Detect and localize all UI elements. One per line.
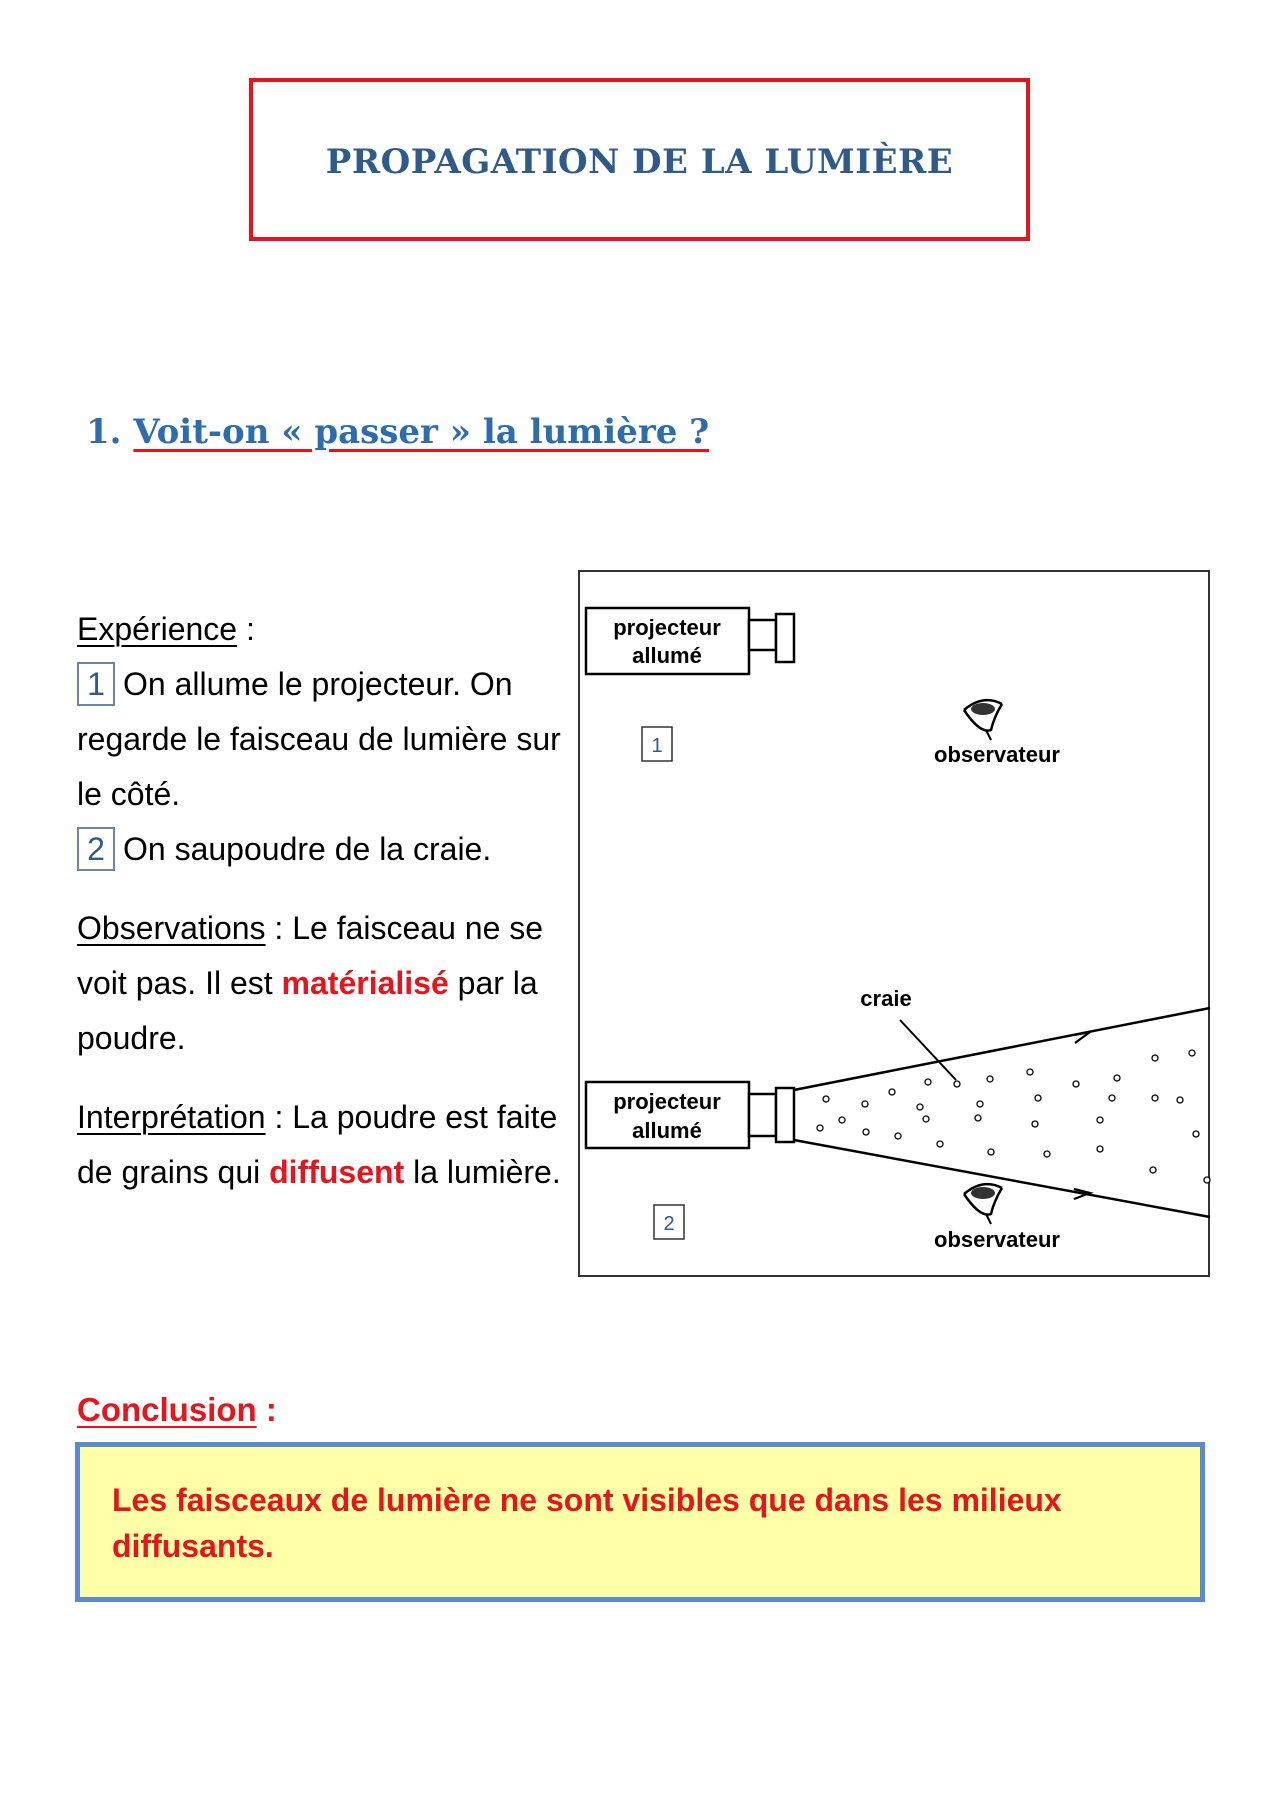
experience-step-1 xyxy=(77,657,567,822)
experience-label: Expérience xyxy=(77,611,238,647)
panel-1-number: 1 xyxy=(651,735,663,757)
projector-1 xyxy=(586,608,794,674)
step-number-badge: 2 xyxy=(77,827,115,871)
observations-label: Observations xyxy=(77,910,266,946)
observations-text-before: : Le faisceau ne se voit pas. Il est xyxy=(77,910,544,1001)
observer-label-1: observateur xyxy=(934,742,1060,767)
eye-icon xyxy=(964,1184,1002,1224)
section-heading xyxy=(86,412,709,452)
projector-label-line1: projecteur xyxy=(613,615,721,640)
experience-step-2 xyxy=(77,822,567,877)
chalk-pointer xyxy=(900,1020,956,1080)
title-box xyxy=(249,78,1030,241)
projector-label-line1: projecteur xyxy=(613,1089,721,1114)
chalk-label: craie xyxy=(860,986,912,1011)
interpretation-paragraph xyxy=(77,1090,567,1200)
interpretation-highlight: diffusent xyxy=(269,1154,405,1190)
experiment-diagram xyxy=(580,572,1212,1279)
light-beam xyxy=(794,1008,1210,1217)
interpretation-text-after: la lumière. xyxy=(404,1154,561,1190)
page-title: PROPAGATION DE LA LUMIÈRE xyxy=(325,142,954,182)
section-number: 1. xyxy=(86,412,122,452)
chalk-particles xyxy=(817,1050,1210,1183)
conclusion-colon: : xyxy=(256,1391,277,1428)
interpretation-text-before: : La poudre est faite de grains qui xyxy=(77,1099,558,1190)
observations-highlight: matérialisé xyxy=(281,965,449,1001)
observer-label-2: observateur xyxy=(934,1227,1060,1252)
panel-2-number: 2 xyxy=(663,1213,675,1235)
projector-label-line2: allumé xyxy=(632,643,702,668)
projector-2 xyxy=(586,1082,794,1148)
conclusion-heading xyxy=(77,1391,277,1429)
eye-icon xyxy=(964,700,1002,740)
experience-heading xyxy=(77,602,567,657)
observations-text-after: par la poudre. xyxy=(77,965,538,1056)
panel-1-badge xyxy=(642,727,672,761)
conclusion-text: Les faisceaux de lumière ne sont visibles que dans les milieux diffusants. xyxy=(112,1482,1062,1564)
step-text: On allume le projecteur. On regarde le faisceau de lumière sur le côté. xyxy=(77,666,561,812)
experiment-figure xyxy=(578,570,1210,1277)
panel-2-badge xyxy=(654,1205,684,1239)
section-title: Voit-on « passer » la lumière ? xyxy=(133,412,710,452)
conclusion-box xyxy=(75,1442,1205,1602)
step-text: On saupoudre de la craie. xyxy=(123,831,492,867)
conclusion-label: Conclusion xyxy=(77,1391,257,1428)
interpretation-label: Interprétation xyxy=(77,1099,266,1135)
experience-colon: : xyxy=(237,611,255,647)
observations-paragraph xyxy=(77,901,567,1066)
projector-label-line2: allumé xyxy=(632,1118,702,1143)
experiment-text xyxy=(77,602,567,1200)
step-number-badge: 1 xyxy=(77,662,115,706)
